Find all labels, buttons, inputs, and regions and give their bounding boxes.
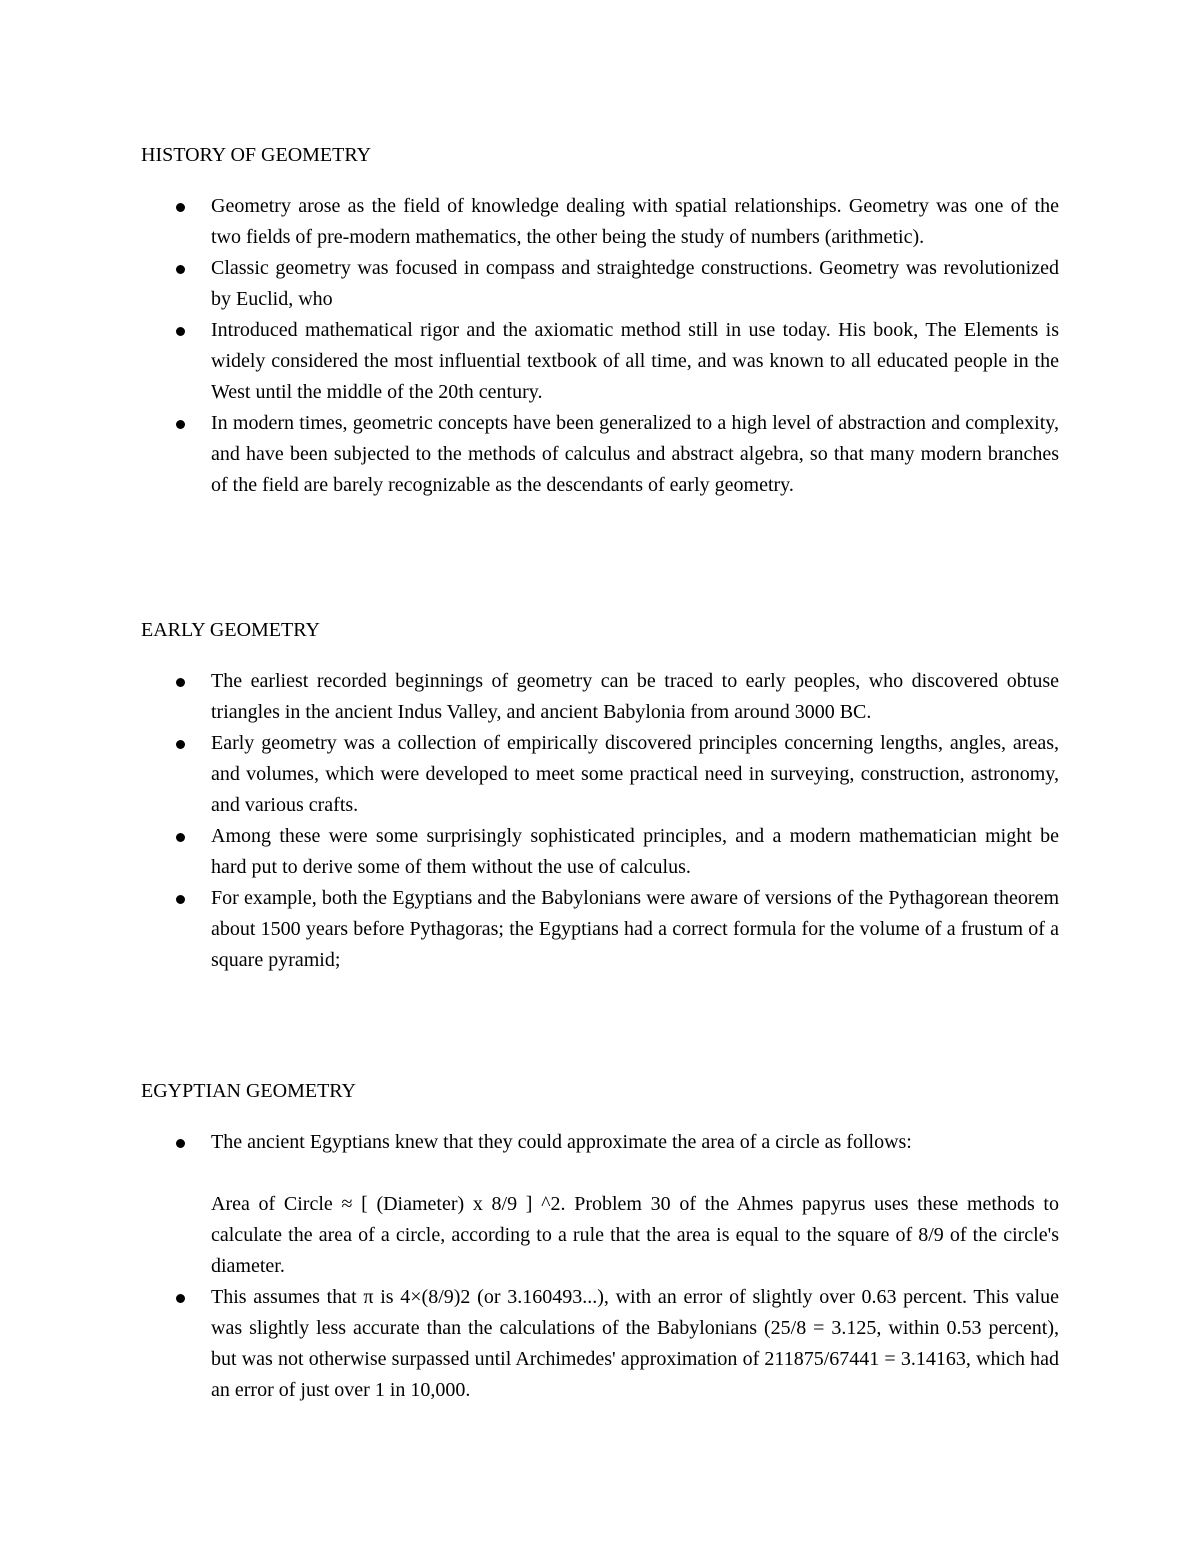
list-item-subparagraph: Area of Circle ≈ [ (Diameter) x 8/9 ] ^2. Problem 30 of the Ahmes papyrus uses these methods to calculate the area of a circle, according to a rule that the area is equal to the square of 8/9 of the circle's diameter.: [211, 1193, 1059, 1277]
bullet-list: [141, 191, 1059, 501]
bullet-icon: [176, 833, 185, 842]
list-item-text: Geometry arose as the field of knowledge dealing with spatial relationships. Geometry was one of the two fields of pre-modern mathematics, the other being the study of numbers (arithmetic).: [211, 195, 1059, 248]
bullet-list: [141, 1127, 1059, 1406]
bullet-icon: [176, 203, 185, 212]
bullet-icon: [176, 265, 185, 274]
list-item-text: Early geometry was a collection of empirically discovered principles concerning lengths, angles, areas, and volumes, which were developed to meet some practical need in surveying, construction, astronomy, and various crafts.: [211, 732, 1059, 816]
section-egyptian-geometry: [141, 1076, 1059, 1406]
list-item: [141, 253, 1059, 315]
section-heading: EGYPTIAN GEOMETRY: [141, 1080, 356, 1102]
section-heading: HISTORY OF GEOMETRY: [141, 144, 372, 166]
list-item: [141, 821, 1059, 883]
list-item: [141, 883, 1059, 976]
bullet-icon: [176, 1139, 185, 1148]
bullet-icon: [176, 327, 185, 336]
list-item: [141, 728, 1059, 821]
section-early-geometry: [141, 615, 1059, 976]
bullet-icon: [176, 678, 185, 687]
list-item-text: The ancient Egyptians knew that they could approximate the area of a circle as follows:: [211, 1131, 912, 1153]
list-item-text: The earliest recorded beginnings of geometry can be traced to early peoples, who discovered obtuse triangles in the ancient Indus Valley, and ancient Babylonia from around 3000 BC.: [211, 670, 1059, 723]
bullet-icon: [176, 895, 185, 904]
list-item: [141, 191, 1059, 253]
list-item-text: For example, both the Egyptians and the Babylonians were aware of versions of the Pythagorean theorem about 1500 years before Pythagoras; the Egyptians had a correct formula for the volume of a frustum of a square pyramid;: [211, 887, 1059, 971]
section-heading: EARLY GEOMETRY: [141, 619, 320, 641]
list-item-text: In modern times, geometric concepts have been generalized to a high level of abstraction and complexity, and have been subjected to the methods of calculus and abstract algebra, so that many modern branches of the field are barely recognizable as the descendants of early geometry.: [211, 412, 1059, 496]
list-item-text: Among these were some surprisingly sophisticated principles, and a modern mathematician might be hard put to derive some of them without the use of calculus.: [211, 825, 1059, 878]
list-item: [141, 666, 1059, 728]
bullet-icon: [176, 1294, 185, 1303]
list-item-text: Classic geometry was focused in compass and straightedge constructions. Geometry was revolutionized by Euclid, who: [211, 257, 1059, 310]
bullet-icon: [176, 420, 185, 429]
bullet-icon: [176, 740, 185, 749]
list-item: [141, 1127, 1059, 1282]
section-history-of-geometry: [141, 140, 1059, 501]
list-item-text: Introduced mathematical rigor and the axiomatic method still in use today. His book, The Elements is widely considered the most influential textbook of all time, and was known to all educated people in the West until the middle of the 20th century.: [211, 319, 1059, 403]
list-item: [141, 315, 1059, 408]
bullet-list: [141, 666, 1059, 976]
list-item: [141, 408, 1059, 501]
list-item-text: This assumes that π is 4×(8/9)2 (or 3.160493...), with an error of slightly over 0.63 percent. This value was slightly less accurate than the calculations of the Babylonians (25/8 = 3.125, within 0.53 percent), but was not otherwise surpassed until Archimedes' approximation of 211875/67441 = 3.14163, which had an error of just over 1 in 10,000.: [211, 1286, 1059, 1401]
list-item: [141, 1282, 1059, 1406]
